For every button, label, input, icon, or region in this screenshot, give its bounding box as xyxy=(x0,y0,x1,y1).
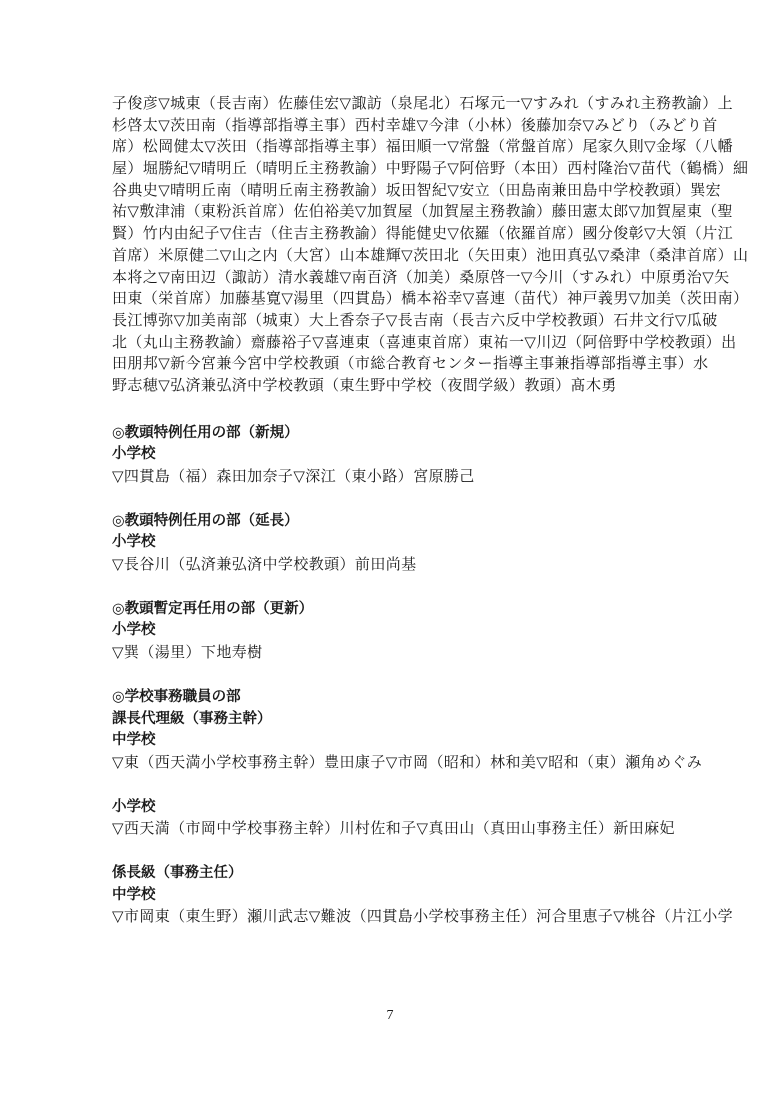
text-line: 田朋邦▽新今宮兼今宮中学校教頭（市総合教育センター指導主事兼指導部指導主事）水 xyxy=(112,354,709,373)
continuation-paragraph xyxy=(112,93,749,397)
text-line: 長江博弥▽加美南部（城東）大上香奈子▽長吉南（長吉六反中学校教頭）石井文行▽瓜破 xyxy=(112,310,718,329)
school-level-label: 中学校 xyxy=(112,886,156,903)
section-kyoto-tokurei-encho xyxy=(112,511,672,576)
section-kyoto-zantei-saininyo xyxy=(112,599,672,664)
text-line: 本将之▽南田辺（諏訪）清水義雄▽南百済（加美）桑原啓一▽今川（すみれ）中原勇治▽矢 xyxy=(112,267,730,286)
text-line: 屋）堀勝紀▽晴明丘（晴明丘主務教諭）中野陽子▽阿倍野（本田）西村隆治▽苗代（鶴橋）細 xyxy=(112,159,749,178)
text-line: 田東（栄首席）加藤基寛▽湯里（四貫島）橋本裕幸▽喜連（苗代）神戸義男▽加美（茨田南） xyxy=(112,289,749,308)
entries: ▽市岡東（東生野）瀬川武志▽難波（四貫島小学校事務主任）河合里恵子▽桃谷（片江小学 xyxy=(112,907,734,926)
school-level-label: 小学校 xyxy=(112,446,156,463)
section-heading: ◎教頭特例任用の部（新規） xyxy=(112,424,299,441)
school-level-label: 小学校 xyxy=(112,534,156,551)
section-heading: ◎教頭暫定再任用の部（更新） xyxy=(112,600,314,617)
text-line: 賢）竹内由紀子▽住吉（住吉主務教諭）得能健史▽依羅（依羅首席）國分俊彰▽大領（片江 xyxy=(112,224,734,243)
text-line: 首席）米原健二▽山之内（大宮）山本雄輝▽茨田北（矢田東）池田真弘▽桑津（桑津首席）山 xyxy=(112,245,749,264)
school-level-label: 小学校 xyxy=(112,798,156,815)
text-line: 祐▽敷津浦（東粉浜首席）佐伯裕美▽加賀屋（加賀屋主務教諭）藤田憲太郎▽加賀屋東（聖 xyxy=(112,202,734,221)
section-kyoto-tokurei-shinki xyxy=(112,423,672,488)
entries: ▽西天満（市岡中学校事務主幹）川村佐和子▽真田山（真田山事務主任）新田麻妃 xyxy=(112,819,675,838)
text-line: 席）松岡健太▽茨田（指導部指導主事）福田順一▽常盤（常盤首席）尾家久則▽金塚（八幡 xyxy=(112,137,734,156)
grade-label: 係長級（事務主任） xyxy=(112,864,243,881)
text-line: 谷典史▽晴明丘南（晴明丘南主務教諭）坂田智紀▽安立（田島南兼田島中学校教頭）巽宏 xyxy=(112,180,722,199)
section-heading: ◎学校事務職員の部 xyxy=(112,688,241,705)
section-heading: ◎教頭特例任用の部（延長） xyxy=(112,512,299,529)
text-line: 北（丸山主務教諭）齋藤裕子▽喜連東（喜連東首席）東祐一▽川辺（阿倍野中学校教頭）出 xyxy=(112,332,737,351)
entries: ▽長谷川（弘済兼弘済中学校教頭）前田尚基 xyxy=(112,555,417,574)
school-level-label: 中学校 xyxy=(112,732,156,749)
section-school-clerical-staff xyxy=(112,687,734,928)
text-line: 杉啓太▽茨田南（指導部指導主事）西村幸雄▽今津（小林）後藤加奈▽みどり（みどり首 xyxy=(112,115,718,134)
page-number: 7 xyxy=(386,1008,394,1023)
text-line: 子俊彦▽城東（長吉南）佐藤佳宏▽諏訪（泉尾北）石塚元一▽すみれ（すみれ主務教諭）上 xyxy=(112,94,734,112)
document-page xyxy=(112,93,749,928)
text-line: 野志穂▽弘済兼弘済中学校教頭（東生野中学校（夜間学級）教頭）髙木勇 xyxy=(112,375,617,394)
school-level-label: 小学校 xyxy=(112,622,156,639)
grade-label: 課長代理級（事務主幹） xyxy=(112,710,272,727)
entries: ▽東（西天満小学校事務主幹）豊田康子▽市岡（昭和）林和美▽昭和（東）瀬角めぐみ xyxy=(112,752,703,771)
entries: ▽四貫島（福）森田加奈子▽深江（東小路）宮原勝己 xyxy=(112,467,475,485)
entries: ▽巽（湯里）下地寿樹 xyxy=(112,643,263,662)
